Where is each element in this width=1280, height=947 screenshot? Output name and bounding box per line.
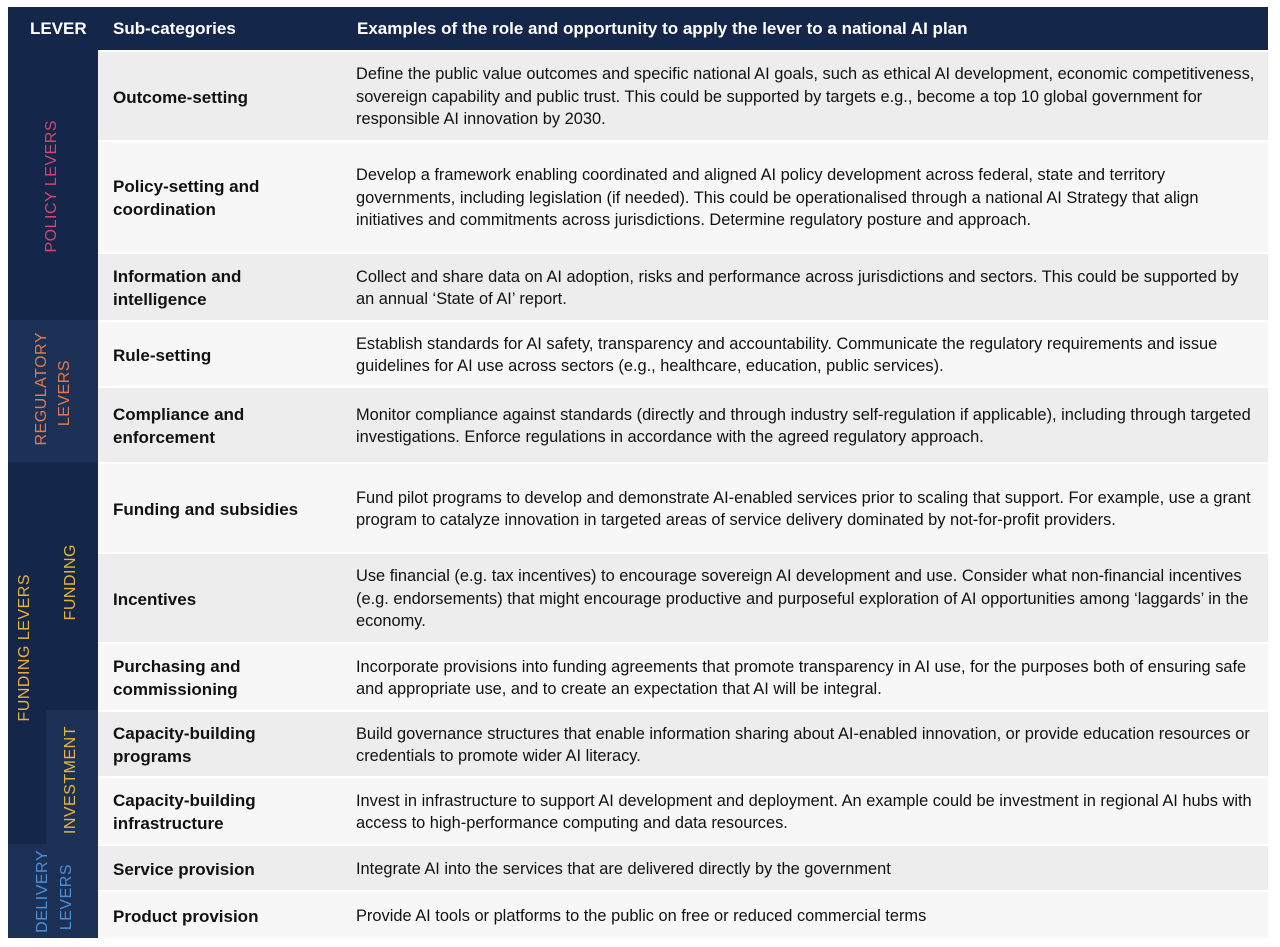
- table-row: [98, 320, 1268, 386]
- subcategory-cell: [113, 254, 338, 322]
- example-cell: [356, 254, 1256, 322]
- policy-lever-band: [8, 50, 98, 320]
- subcategory-cell: [113, 712, 338, 778]
- subcategory-text: Compliance and enforcement: [113, 405, 245, 447]
- subcategory-text: Purchasing and commissioning: [113, 657, 241, 699]
- regulatory-lever-band: [8, 320, 98, 462]
- subcategory-cell: [113, 892, 338, 940]
- example-text: Use financial (e.g. tax incentives) to encourage sovereign AI development and use. Consider what non-financial incentives (e.g. endorsements) that might encourage productive and purposeful exploration of AI opportunities among ‘laggards’ in the economy.: [356, 567, 1249, 631]
- subcategory-text: Information and intelligence: [113, 267, 242, 309]
- header-lever: LEVER: [30, 19, 87, 38]
- investment-sub-band: [46, 710, 98, 844]
- example-text: Build governance structures that enable information sharing about AI-enabled innovation, or provide education resources or credentials to promote wider AI literacy.: [356, 724, 1250, 765]
- header-subcategories: Sub-categories: [113, 19, 236, 38]
- example-cell: [356, 778, 1256, 846]
- example-cell: [356, 712, 1256, 778]
- example-cell: [356, 846, 1256, 892]
- subcategory-cell: [113, 464, 338, 554]
- subcategory-text: Policy-setting and coordination: [113, 177, 260, 219]
- subcategory-text: Rule-setting: [113, 345, 212, 365]
- example-cell: [356, 388, 1256, 464]
- table-row: [98, 890, 1268, 938]
- subcategory-cell: [113, 142, 338, 254]
- delivery-levers-label-1: DELIVERY: [34, 850, 51, 933]
- table-row: [98, 386, 1268, 462]
- subcategory-cell: [113, 322, 338, 388]
- example-text: Integrate AI into the services that are delivered directly by the government: [356, 859, 891, 878]
- table-row: [98, 642, 1268, 710]
- funding-sub-band: [46, 462, 98, 710]
- delivery-lever-band: [8, 844, 98, 938]
- subcategory-text: Capacity-building programs: [113, 724, 256, 766]
- investment-sub-label: INVESTMENT: [62, 726, 79, 835]
- table-header: [8, 7, 1268, 50]
- subcategory-cell: [113, 778, 338, 846]
- example-cell: [356, 52, 1256, 142]
- subcategory-text: Funding and subsidies: [113, 499, 299, 519]
- table-row: [98, 50, 1268, 140]
- example-cell: [356, 322, 1256, 388]
- policy-levers-label: POLICY LEVERS: [43, 120, 60, 253]
- subcategory-cell: [113, 644, 338, 712]
- subcategory-cell: [113, 554, 338, 644]
- example-cell: [356, 554, 1256, 644]
- subcategory-cell: [113, 846, 338, 892]
- table-row: [98, 552, 1268, 642]
- example-text: Monitor compliance against standards (directly and through industry self-regulation if applicable), including through targeted investigations. Enforce regulations in accordance with the agreed regulatory approach.: [356, 405, 1251, 446]
- table-row: [98, 710, 1268, 776]
- subcategory-cell: [113, 52, 338, 142]
- example-text: Incorporate provisions into funding agreements that promote transparency in AI use, for the purposes both of ensuring safe and appropriate use, and to create an expectation that AI will be integral.: [356, 657, 1247, 698]
- example-text: Fund pilot programs to develop and demonstrate AI-enabled services prior to scaling that support. For example, use a grant program to catalyze innovation in targeted areas of service delivery dominated by not-for-profit providers.: [356, 488, 1251, 529]
- table-row: [98, 462, 1268, 552]
- regulatory-levers-label-1: REGULATORY: [33, 332, 50, 446]
- funding-levers-label: FUNDING LEVERS: [16, 574, 33, 722]
- subcategory-text: Product provision: [113, 906, 259, 926]
- header-examples: Examples of the role and opportunity to apply the lever to a national AI plan: [357, 19, 968, 38]
- example-text: Establish standards for AI safety, transparency and accountability. Communicate the regulatory requirements and issue guidelines for AI use across sectors (e.g., healthcare, education, public services).: [356, 334, 1218, 375]
- subcategory-text: Outcome-setting: [113, 87, 249, 107]
- funding-sub-label: FUNDING: [62, 544, 79, 621]
- table-row: [98, 776, 1268, 844]
- table-row: [98, 252, 1268, 320]
- example-cell: [356, 142, 1256, 254]
- subcategory-cell: [113, 388, 338, 464]
- subcategory-text: Incentives: [113, 589, 197, 609]
- example-cell: [356, 892, 1256, 940]
- subcategory-text: Service provision: [113, 859, 255, 879]
- example-text: Invest in infrastructure to support AI development and deployment. An example could be investment in regional AI hubs with access to high-performance computing and data resources.: [356, 791, 1252, 832]
- example-text: Collect and share data on AI adoption, risks and performance across jurisdictions and sectors. This could be supported by an annual ‘State of AI’ report.: [356, 267, 1239, 308]
- example-text: Define the public value outcomes and specific national AI goals, such as ethical AI development, economic competitiveness, sovereign capability and public trust. This could be supported by targets e.g., become a top 10 global government for responsible AI innovation by 2030.: [356, 65, 1255, 129]
- delivery-levers-label-2: LEVERS: [58, 864, 75, 931]
- table-row: [98, 844, 1268, 890]
- regulatory-levers-label-2: LEVERS: [56, 360, 73, 427]
- table-row: [98, 140, 1268, 252]
- example-text: Develop a framework enabling coordinated and aligned AI policy development across federal, state and territory governments, including legislation (if needed). This could be operationalised through a national AI Strategy that align initiatives and commitments across jurisdictions. Determine regulatory posture and approach.: [356, 166, 1199, 230]
- subcategory-text: Capacity-building infrastructure: [113, 791, 256, 833]
- example-cell: [356, 644, 1256, 712]
- example-text: Provide AI tools or platforms to the public on free or reduced commercial terms: [356, 906, 927, 925]
- example-cell: [356, 464, 1256, 554]
